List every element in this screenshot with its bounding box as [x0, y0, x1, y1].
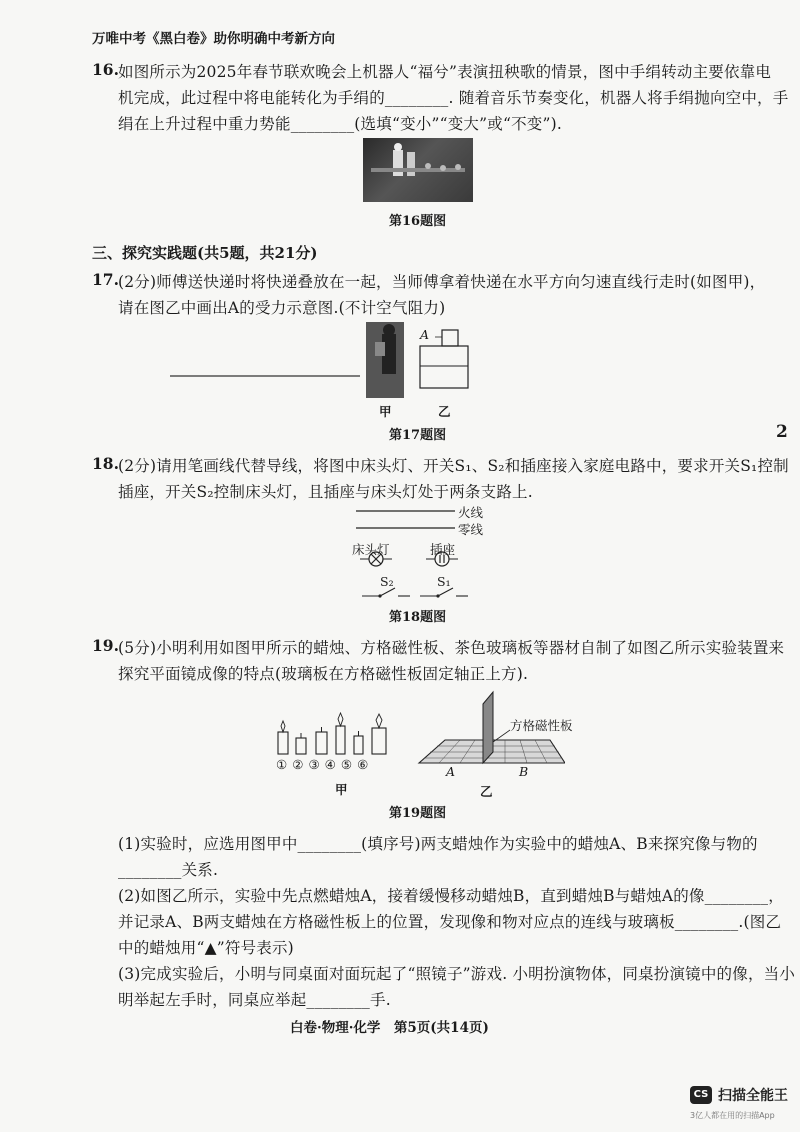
q18-caption: 第18题图 [389, 610, 447, 625]
q18-s1-label: S₁ [437, 574, 451, 589]
q17-caption: 第17题图 [389, 428, 447, 443]
q19-line-1: (5分)小明利用如图甲所示的蜡烛、方格磁性板、茶色玻璃板等器材自制了如图乙所示实验装置来 [118, 639, 785, 657]
q19-number: 19. [92, 636, 119, 655]
q16-number: 16. [92, 60, 119, 79]
q16-line-3: 绢在上升过程中重力势能________(选填“变小”“变大”或“不变”). [118, 115, 562, 133]
q19-sub3-line-2: 明举起左手时，同桌应举起________手. [118, 991, 391, 1009]
q19-label-b: B [519, 764, 529, 779]
q17-line-1: (2分)师傅送快递时将快递叠放在一起，当师傅拿着快递在水平方向匀速直线行走时(如图甲)， [118, 273, 766, 291]
q19-board-label: 方格磁性板 [510, 718, 573, 733]
candle-2 [296, 733, 306, 754]
candle-6 [372, 714, 386, 754]
q18-number: 18. [92, 454, 119, 473]
q17-number: 17. [92, 270, 119, 289]
q19-sub2-line-1: (2)如图乙所示，实验中先点燃蜡烛A，接着缓慢移动蜡烛B，直到蜡烛B与蜡烛A的像________， [118, 887, 784, 905]
candle-number-1: ① [276, 757, 293, 772]
q16-caption: 第16题图 [389, 214, 447, 229]
q19-glass-plate [483, 692, 493, 763]
q18-live-label: 火线 [458, 505, 484, 520]
q19-sub1-line-1: (1)实验时，应选用图甲中________(填序号)两支蜡烛作为实验中的蜡烛A、B来探究像与物的 [118, 835, 758, 853]
q18-line-1: (2分)请用笔画线代替导线，将图中床头灯、开关S₁、S₂和插座接入家庭电路中，要求开关S₁控制 [118, 457, 789, 475]
q16-robot-photo [363, 138, 473, 202]
q18-socket-label: 插座 [430, 542, 456, 557]
q19-candle-numbers [276, 757, 373, 772]
q19-candles-figure [270, 712, 395, 762]
candle-number-3: ③ [308, 757, 325, 772]
brand-subtitle: 3亿人都在用的扫描App [690, 1111, 775, 1120]
candle-1 [278, 721, 288, 754]
page-header: 万唯中考《黑白卷》助你明确中考新方向 [92, 31, 335, 47]
q17-label-yi: 乙 [438, 404, 451, 419]
brand-name: 扫描全能王 [718, 1088, 788, 1104]
q19-line-2: 探究平面镜成像的特点(玻璃板在方格磁性板固定轴正上方). [118, 665, 529, 683]
candle-3 [316, 727, 327, 754]
brand-logo-icon: CS [690, 1086, 712, 1104]
q19-label-a: A [446, 764, 456, 779]
q19-caption: 第19题图 [389, 806, 447, 821]
q18-lamp-label: 床头灯 [352, 542, 390, 557]
candle-number-2: ② [292, 757, 309, 772]
q17-box-a [442, 330, 458, 346]
q18-neutral-label: 零线 [458, 522, 484, 537]
candle-number-6: ⑥ [357, 757, 374, 772]
candle-number-5: ⑤ [340, 757, 358, 772]
page-footer: 白卷·物理·化学 第5页(共14页) [290, 1020, 489, 1036]
q17-box-b [420, 346, 468, 388]
scanner-brand [690, 1085, 788, 1105]
candle-5 [354, 731, 363, 754]
side-number: 2 [776, 422, 788, 442]
q16-line-1: 如图所示为2025年春节联欢晚会上机器人“福兮”表演扭秧歌的情景，图中手绢转动主要依靠电 [118, 63, 772, 81]
q17-label-jia: 甲 [379, 404, 392, 419]
candle-4 [336, 713, 345, 754]
q16-line-2: 机完成，此过程中将电能转化为手绢的________. 随着音乐节奏变化，机器人将手绢抛向空中，手 [118, 89, 789, 107]
q19-sub1-line-2: ________关系. [118, 861, 219, 879]
q17-label-a: A [420, 327, 430, 342]
q17-line-2: 请在图乙中画出A的受力示意图.(不计空气阻力) [118, 299, 446, 317]
q19-label-yi: 乙 [480, 784, 493, 799]
q19-sub2-line-3: 中的蜡烛用“▲”符号表示) [118, 939, 294, 957]
candle-number-4: ④ [324, 757, 341, 772]
q18-s2-label: S₂ [380, 574, 394, 589]
q16-robot-figures [363, 138, 473, 202]
q19-sub3-line-1: (3)完成实验后，小明与同桌面对面玩起了“照镜子”游戏. 小明扮演物体，同桌扮演镜中的像，当小 [118, 965, 796, 983]
section-3-title: 三、探究实践题(共5题，共21分) [92, 244, 318, 262]
q19-sub2-line-2: 并记录A、B两支蜡烛在方格磁性板上的位置，发现像和物对应点的连线与玻璃板________.(图乙 [118, 913, 782, 931]
q19-label-jia: 甲 [335, 782, 348, 797]
q18-line-2: 插座，开关S₂控制床头灯，且插座与床头灯处于两条支路上. [118, 483, 533, 501]
